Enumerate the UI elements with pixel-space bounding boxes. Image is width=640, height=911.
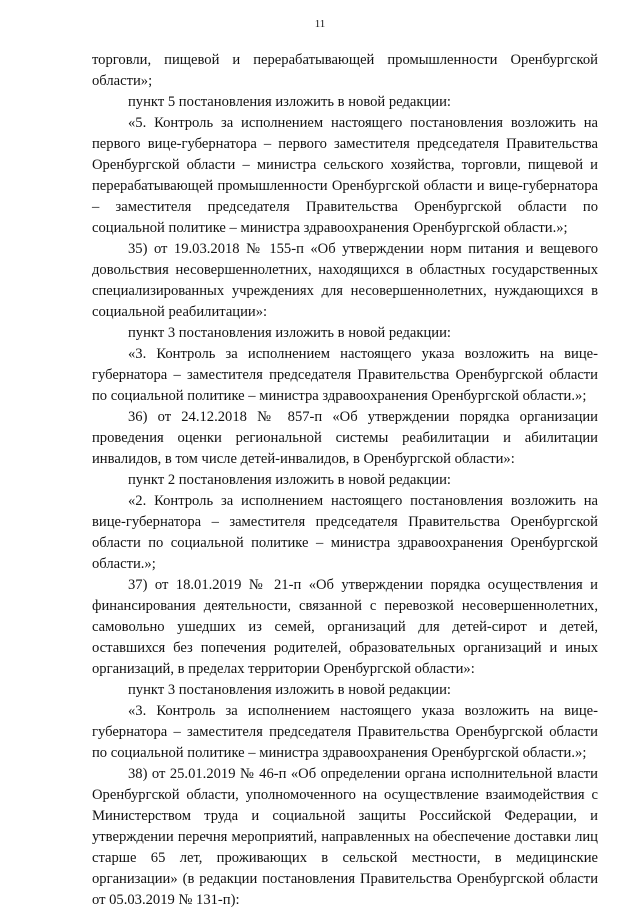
paragraph: «3. Контроль за исполнением настоящего указа возложить на вице-губернатора – заместителя председателя Правительства Оренбургской области по социальной политике – министра здравоохранения Оренбургской области.»; [92,346,598,404]
paragraph: пункт 2 постановления изложить в новой редакции: [128,472,451,488]
paragraph: пункт 3 постановления изложить в новой редакции: [128,682,451,698]
paragraph: торговли, пищевой и перерабатывающей промышленности Оренбургской области»; [92,52,598,89]
paragraph: 38) от 25.01.2019 № 46-п «Об определении органа исполнительной власти Оренбургской области, уполномоченного на осуществление взаимодействия с Министерством труда и социальной защиты Российской Федерации, и утверждении перечня мероприятий, направленных на обеспечение доставки лиц старше 65 лет, проживающих в сельской местности, в медицинские организации» (в редакции постановления Правительства Оренбургской области от 05.03.2019 № 131-п): [92,766,598,908]
paragraph: «3. Контроль за исполнением настоящего указа возложить на вице-губернатора – заместителя председателя Правительства Оренбургской области по социальной политике – министра здравоохранения Оренбургской области.»; [92,703,598,761]
paragraph: «2. Контроль за исполнением настоящего постановления возложить на вице-губернатора – заместителя председателя Правительства Оренбургской области по социальной политике – министра здравоохранения Оренбургской области.»; [92,493,598,572]
paragraph: пункт 5 постановления изложить в новой редакции: [128,94,451,110]
paragraph: «5. Контроль за исполнением настоящего постановления возложить на первого вице-губернатора – первого заместителя председателя Правительства Оренбургской области – министра сельского хозяйства, торговли, пищевой и перерабатывающей промышленности Оренбургской области и вице-губернатора – заместителя председателя Правительства Оренбургской области по социальной политике – министра здравоохранения Оренбургской области.»; [92,115,598,236]
paragraph: пункт 3 постановления изложить в новой редакции: [128,325,451,341]
document-body [92,50,598,911]
paragraph: 36) от 24.12.2018 № 857-п «Об утверждении порядка организации проведения оценки региональной системы реабилитации и абилитации инвалидов, в том числе детей-инвалидов, в Оренбургской области»: [92,409,598,467]
paragraph: 37) от 18.01.2019 № 21-п «Об утверждении порядка осуществления и финансирования деятельности, связанной с перевозкой несовершеннолетних, самовольно ушедших из семей, организаций для детей-сирот и детей, оставшихся без попечения родителей, образовательных организаций и иных организаций, в пределах территории Оренбургской области»: [92,577,598,677]
paragraph: 35) от 19.03.2018 № 155-п «Об утверждении норм питания и вещевого довольствия несовершеннолетних, находящихся в областных государственных специализированных учреждениях для несовершеннолетних, нуждающихся в социальной реабилитации»: [92,241,598,320]
page-number: 11 [314,18,326,30]
